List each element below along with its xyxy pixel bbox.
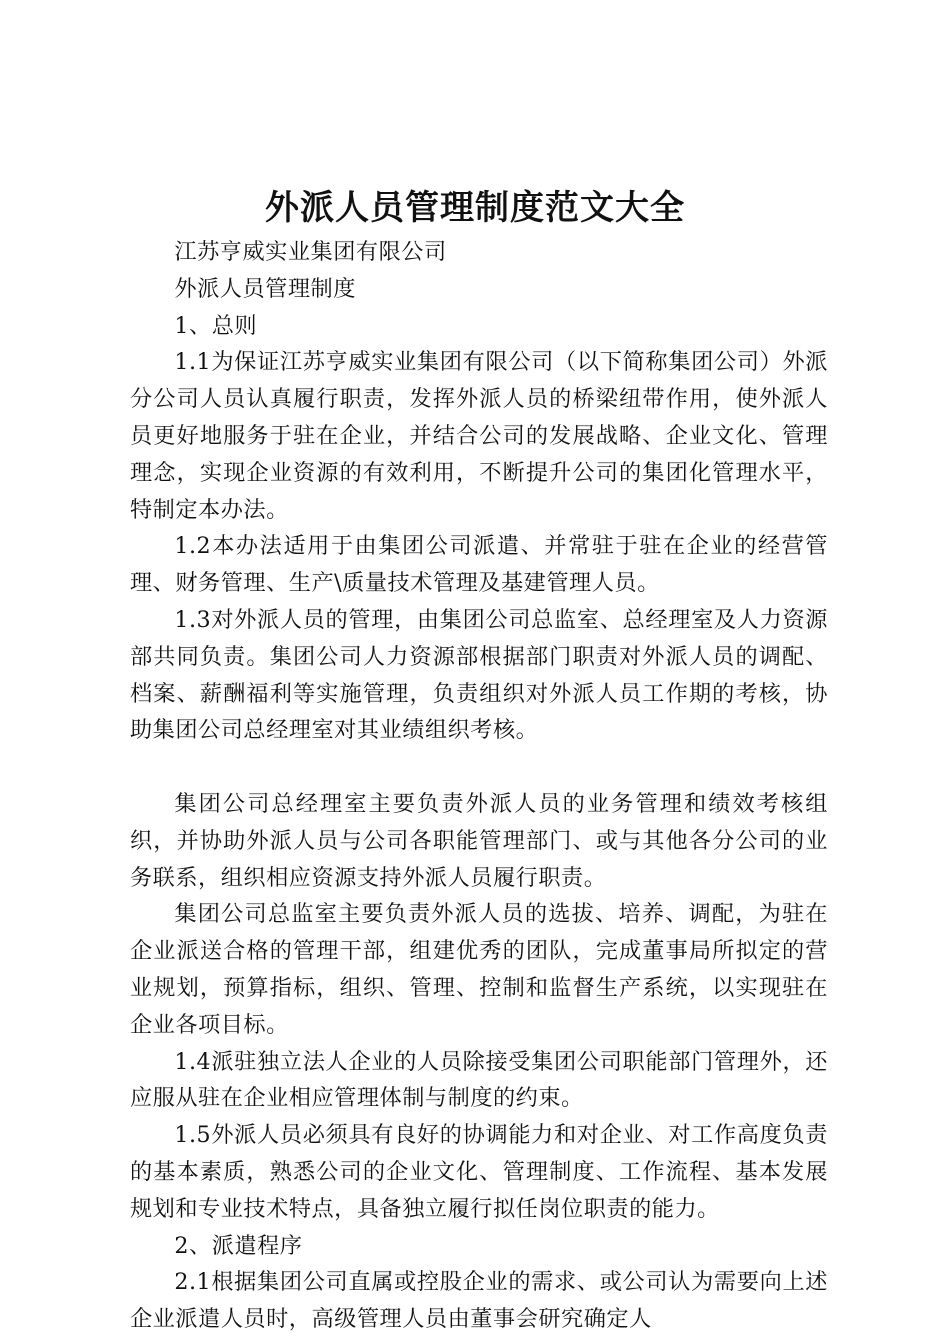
paragraph-2-1: 2.1根据集团公司直属或控股企业的需求、或公司认为需要向上述企业派遣人员时，高级管理人员由董事会研究确定人 [130,1269,828,1333]
paragraph-1-4: 1.4派驻独立法人企业的人员除接受集团公司职能部门管理外，还应服从驻在企业相应管理体制与制度的约束。 [130,1048,828,1112]
paragraph-1-5: 1.5外派人员必须具有良好的协调能力和对企业、对工作高度负责的基本素质，熟悉公司的企业文化、管理制度、工作流程、基本发展规划和专业技术特点，具备独立履行拟任岗位职责的能力。 [130,1122,828,1222]
paragraph-1-2: 1.2本办法适用于由集团公司派遣、并常驻于驻在企业的经营管理、财务管理、生产\质量技术管理及基建管理人员。 [130,533,828,597]
document-body [130,234,828,1338]
regulation-name-line: 外派人员管理制度 [174,275,356,302]
section-heading-general: 1、总则 [174,312,258,339]
paragraph-1-1: 1.1为保证江苏亨威实业集团有限公司（以下简称集团公司）外派分公司人员认真履行职责，发挥外派人员的桥梁纽带作用，使外派人员更好地服务于驻在企业，并结合公司的发展战略、企业文化、管理理念，实现企业资源的有效利用，不断提升公司的集团化管理水平，特制定本办法。 [130,349,828,523]
paragraph-director-office: 集团公司总监室主要负责外派人员的选拔、培养、调配，为驻在企业派送合格的管理干部，组建优秀的团队，完成董事局所拟定的营业规划，预算指标，组织、管理、控制和监督生产系统，以实现驻在企业各项目标。 [130,901,828,1038]
section-heading-dispatch: 2、派遣程序 [174,1232,303,1259]
document-title: 外派人员管理制度范文大全 [265,188,685,228]
company-name-line: 江苏亨威实业集团有限公司 [174,239,447,265]
paragraph-general-manager-office: 集团公司总经理室主要负责外派人员的业务管理和绩效考核组织，并协助外派人员与公司各职能管理部门、或与其他各分公司的业务联系，组织相应资源支持外派人员履行职责。 [130,790,828,891]
paragraph-1-3: 1.3对外派人员的管理，由集团公司总监室、总经理室及人力资源部共同负责。集团公司人力资源部根据部门职责对外派人员的调配、档案、薪酬福利等实施管理，负责组织对外派人员工作期的考核，协助集团公司总经理室对其业绩组织考核。 [130,606,828,744]
blank-line [130,749,828,786]
